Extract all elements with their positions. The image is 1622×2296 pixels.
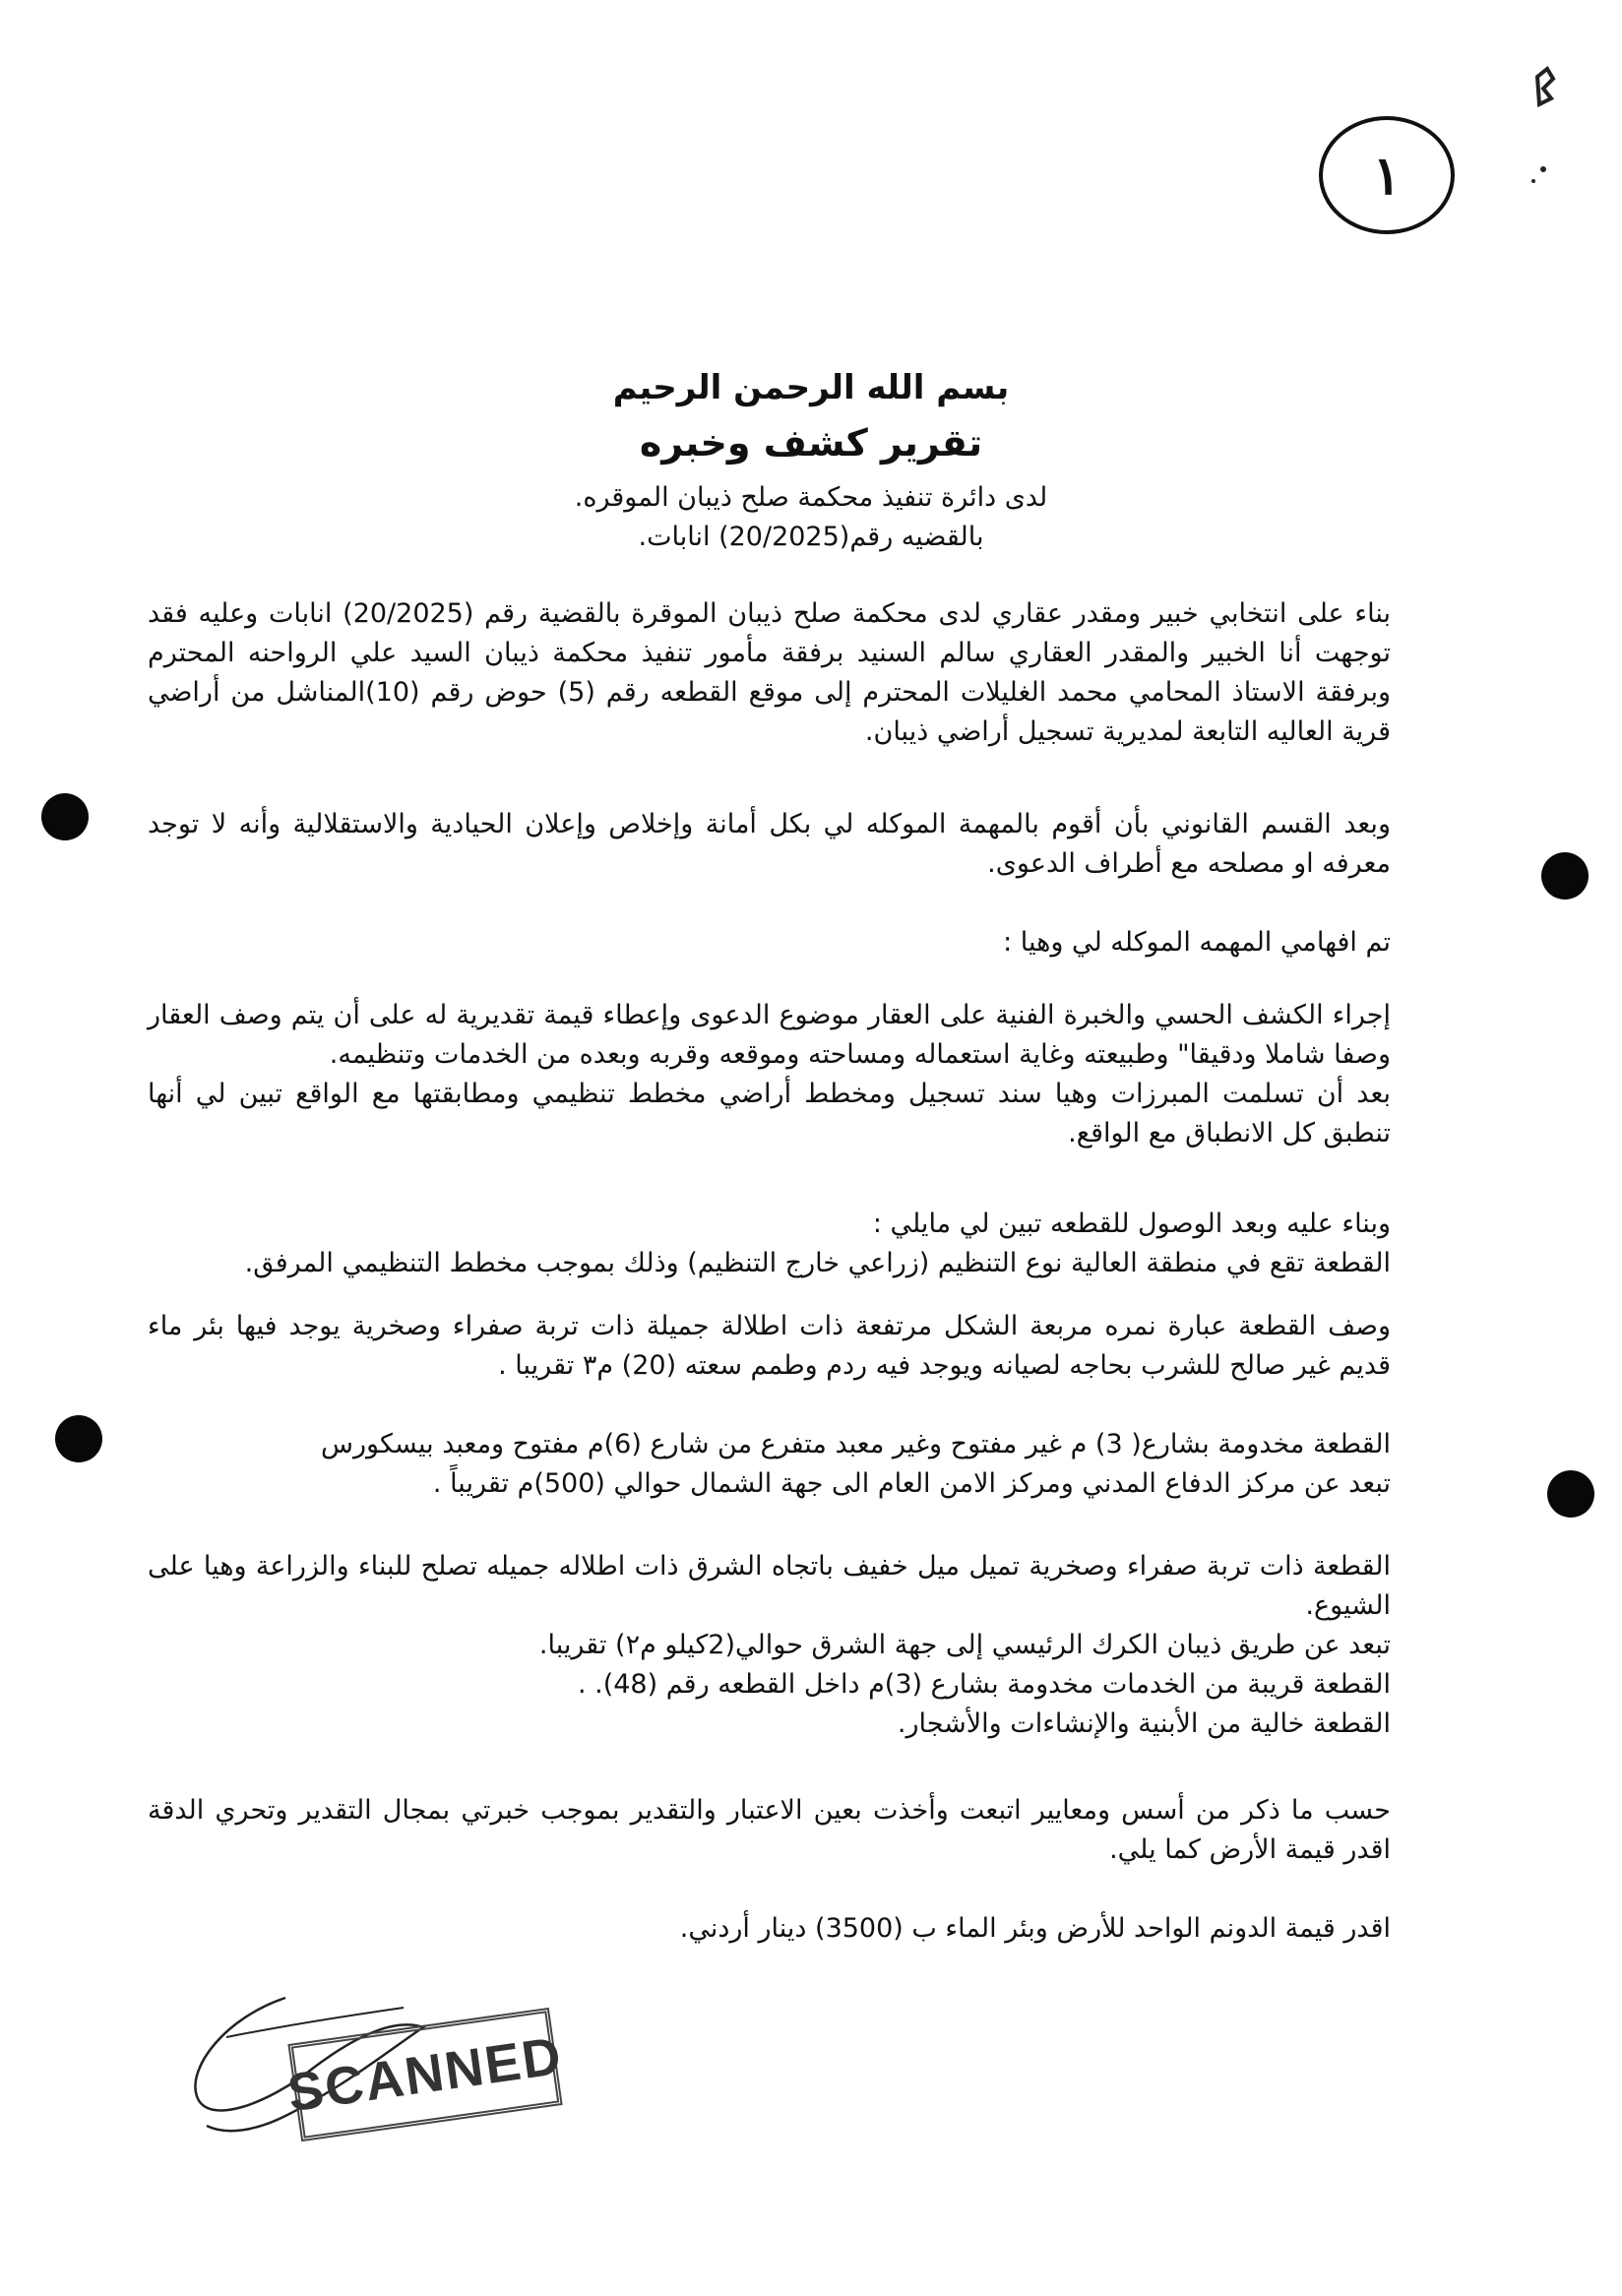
paragraph-valuation [148, 1909, 1391, 1949]
body-paragraph: القطعة مخدومة بشارع( 3) م غير مفتوح وغير معبد متفرع من شارع (6)م مفتوح ومعبد بيسكورس [321, 1429, 1391, 1459]
page-number-circle [1319, 116, 1455, 234]
body-paragraph: وبعد القسم القانوني بأن أقوم بالمهمة الموكله لي بكل أمانة وإخلاص وإعلان الحيادية والاستقلالية وأنه لا توجد معرفه او مصلحه مع أطراف الدعوى. [148, 809, 1391, 879]
body-paragraph: بناء على انتخابي خبير ومقدر عقاري لدى محكمة صلح ذيبان الموقرة بالقضية رقم (20/2025) انابات وعليه فقد توجهت أنا الخبير والمقدر العقاري سالم السنيد برفقة مأمور تنفيذ محكمة ذيبان السيد علي الرواحنه المحترم وبرفقة الاستاذ المحامي محمد الغليلات المحترم إلى موقع القطعه رقم (5) حوض رقم (10)المناشل من أراضي قرية العاليه التابعة لمديرية تسجيل أراضي ذيبان. [148, 598, 1392, 747]
report-title: تقرير كشف وخبره [639, 421, 983, 465]
body-paragraph: وصف القطعة عبارة نمره مربعة الشكل مرتفعة ذات اطلالة جميلة ذات تربة صفراء وصخرية يوجد فيها بئر ماء قديم غير صالح للشرب بحاجه لصيانه ويوجد فيه ردم وطمم سعته (20) م٣ تقريبا . [148, 1311, 1391, 1381]
body-paragraph: حسب ما ذكر من أسس ومعايير اتبعت وأخذت بعين الاعتبار والتقدير بموجب خبرتي بمجال التقدير وتحري الدقة اقدر قيمة الأرض كما يلي. [148, 1795, 1391, 1865]
punch-hole [55, 1415, 102, 1462]
page-number: ١ [1372, 144, 1402, 207]
body-paragraph: القطعة قريبة من الخدمات مخدومة بشارع (3)م داخل القطعه رقم (48). . [577, 1669, 1391, 1700]
body-paragraph: القطعة تقع في منطقة العالية نوع التنظيم (زراعي خارج التنظيم) وذلك بموجب مخطط التنظيمي المرفق. [244, 1248, 1391, 1278]
body-paragraph: تبعد عن مركز الدفاع المدني ومركز الامن العام الى جهة الشمال حوالي (500)م تقريباً . [432, 1468, 1391, 1499]
punch-hole [1547, 1470, 1594, 1518]
court-line: لدى دائرة تنفيذ محكمة صلح ذيبان الموقره. [574, 482, 1048, 513]
body-paragraph: وبناء عليه وبعد الوصول للقطعه تبين لي مايلي : [872, 1209, 1391, 1239]
paragraph-oath [148, 805, 1391, 884]
paragraph-task [148, 996, 1391, 1153]
paragraph-description [148, 1307, 1391, 1386]
corner-scribble [1524, 59, 1563, 187]
paragraph-task-intro [148, 923, 1391, 962]
body-paragraph: تم افهامي المهمه الموكله لي وهيا : [1003, 927, 1391, 958]
basmala: بسم الله الرحمن الرحيم [612, 368, 1010, 407]
body-paragraph: بعد أن تسلمت المبرزات وهيا سند تسجيل ومخطط أراضي مخطط تنظيمي ومطابقتها مع الواقع تبين لي أنها تنطبق كل الانطباق مع الواقع. [148, 1079, 1391, 1148]
punch-hole [41, 793, 89, 840]
body-paragraph: القطعة ذات تربة صفراء وصخرية تميل ميل خفيف باتجاه الشرق ذات اطلاله جميله تصلح للبناء والزراعة وهيا على الشيوع. [148, 1551, 1391, 1621]
paragraph-access [148, 1425, 1391, 1504]
body-paragraph: إجراء الكشف الحسي والخبرة الفنية على العقار موضوع الدعوى وإعطاء قيمة تقديرية له على أن يتم وصف العقار وصفا شاملا ودقيقا" وطبيعته وغاية استعماله ومساحته وموقعه وقربه وبعده من الخدمات وتنظيمه. [148, 1000, 1391, 1070]
paragraph-land-details [148, 1547, 1391, 1744]
paragraph-findings [148, 1205, 1391, 1283]
paragraph-basis [148, 1791, 1391, 1870]
body-paragraph: القطعة خالية من الأبنية والإنشاءات والأشجار. [897, 1708, 1391, 1739]
punch-hole [1541, 852, 1589, 900]
body-paragraph: اقدر قيمة الدونم الواحد للأرض وبئر الماء ب (3500) دينار أردني. [679, 1913, 1391, 1944]
paragraph-appointment [148, 594, 1391, 752]
stamp-text: SCANNED [283, 2025, 567, 2124]
body-paragraph: تبعد عن طريق ذيبان الكرك الرئيسي إلى جهة الشرق حوالي(2كيلو م٢) تقريبا. [538, 1630, 1391, 1660]
case-number-line: بالقضيه رقم(20/2025) انابات. [638, 522, 984, 552]
